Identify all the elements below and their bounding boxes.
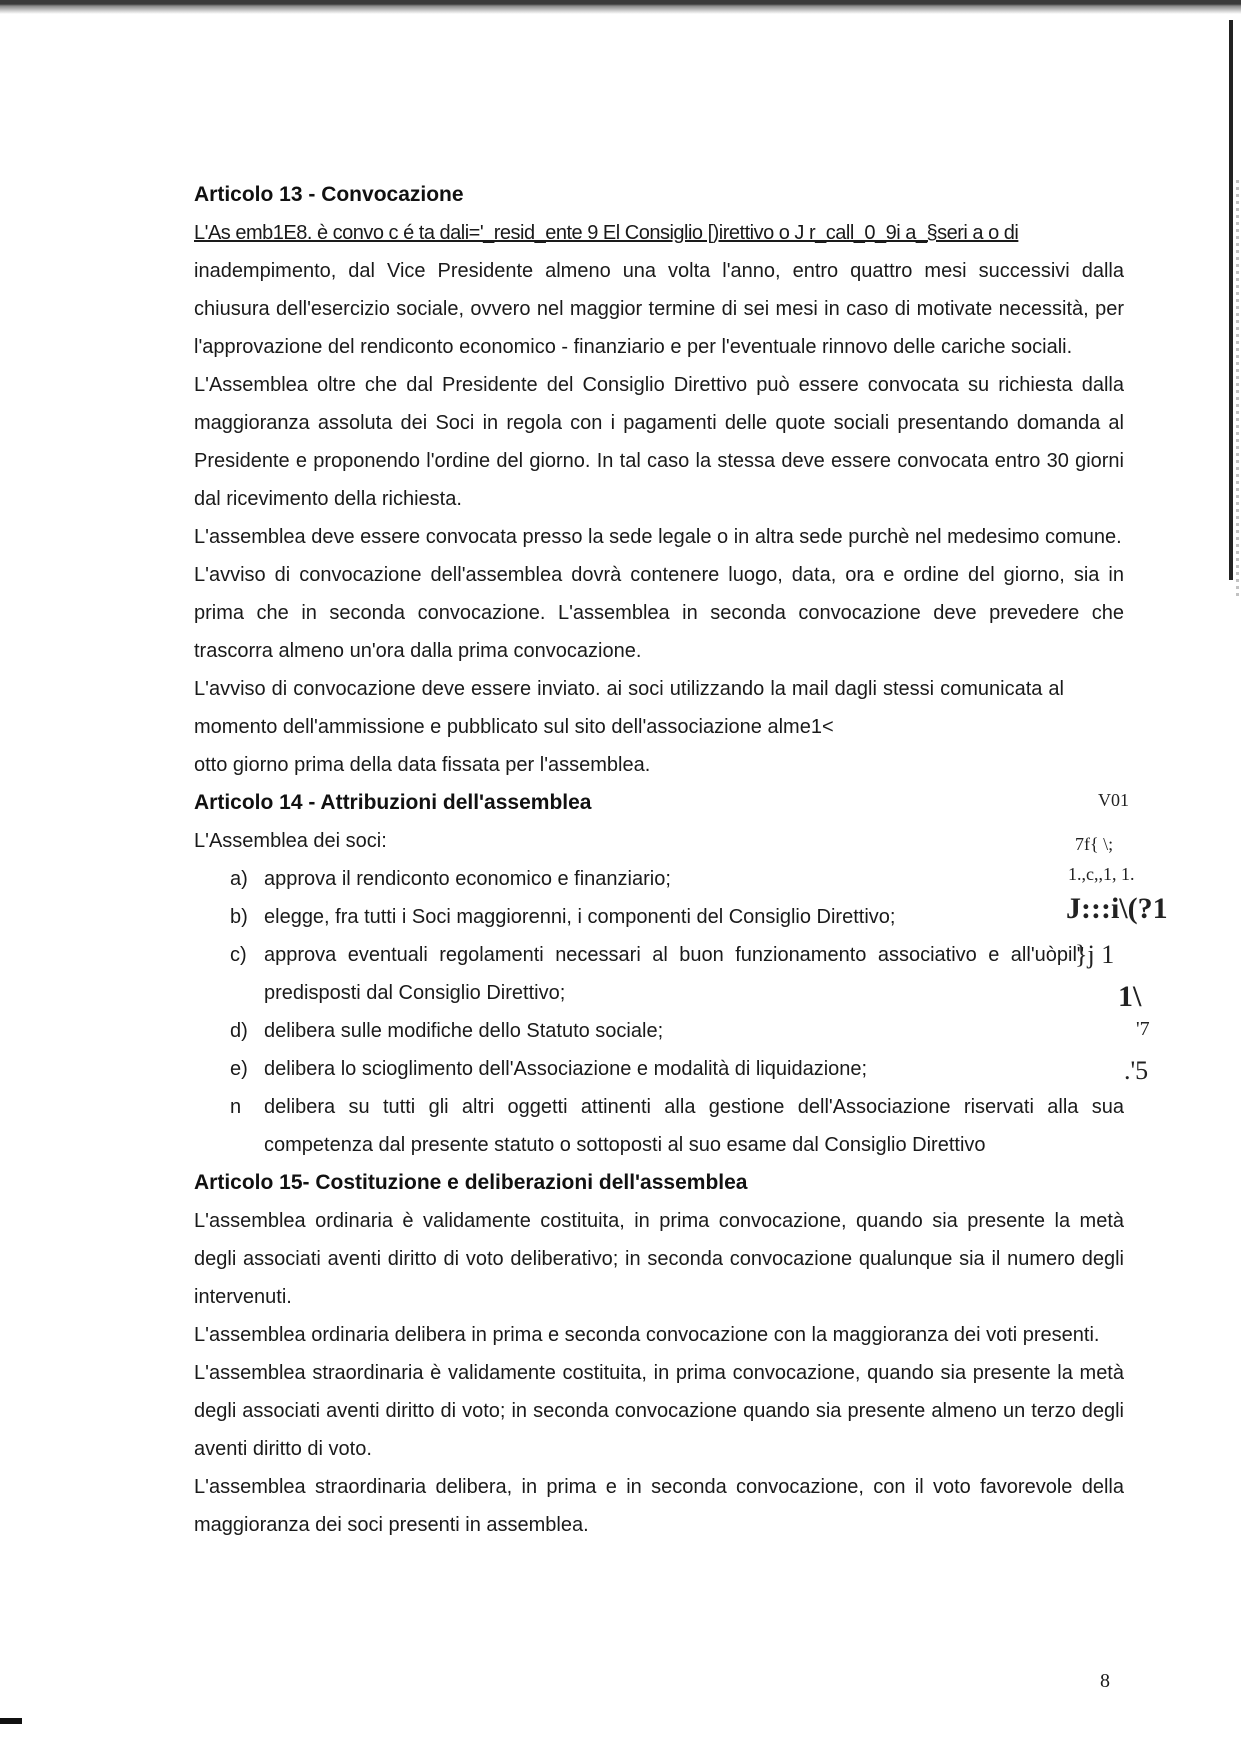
list-item [194, 860, 1124, 898]
list-marker: b) [230, 906, 248, 928]
list-marker: d) [230, 1020, 248, 1042]
list-marker: n [230, 1096, 242, 1118]
article-13-paragraph: inadempimento, dal Vice Presidente almeno una volta l'anno, entro quattro mesi successivi dalla chiusura dell'esercizio sociale, ovvero nel maggior termine di sei mesi in caso di motivate necessità, per l'approvazione del rendiconto economico - finanziario e per l'eventuale rinnovo delle cariche sociali. [194, 260, 1124, 358]
article-13-paragraph: L'assemblea deve essere convocata presso la sede legale o in altra sede purchè nel medesimo comune. [194, 526, 1122, 548]
list-text: delibera lo scioglimento dell'Associazione e modalità di liquidazione; [264, 1058, 868, 1080]
list-text: delibera sulle modifiche dello Statuto sociale; [264, 1020, 664, 1042]
list-item [194, 936, 1124, 1012]
list-marker: a) [230, 868, 248, 890]
article-15-paragraph: L'assemblea straordinaria delibera, in prima e in seconda convocazione, con il voto favorevole della maggioranza dei soci presenti in assemblea. [194, 1476, 1124, 1536]
article-15-paragraph: L'assemblea ordinaria è validamente costituita, in prima convocazione, quando sia presente la metà degli associati aventi diritto di voto deliberativo; in seconda convocazione qualunque sia il numero degli intervenuti. [194, 1210, 1124, 1308]
scan-top-edge [0, 0, 1241, 14]
stamp-noise: '7 [1136, 1018, 1150, 1040]
list-item [194, 1088, 1124, 1164]
list-item [194, 1012, 1124, 1050]
stamp-noise: }j 1 [1075, 940, 1115, 969]
article-13-paragraph: L'avviso di convocazione dell'assemblea dovrà contenere luogo, data, ora e ordine del giorno, sia in prima che in seconda convocazione. L'assemblea in seconda convocazione deve prevedere che trascorra almeno un'ora dalla prima convocazione. [194, 564, 1124, 662]
scan-bottom-mark [0, 1718, 22, 1724]
article-15-heading: Articolo 15- Costituzione e deliberazioni dell'assemblea [194, 1171, 748, 1194]
list-text: elegge, fra tutti i Soci maggiorenni, i componenti del Consiglio Direttivo; [264, 906, 896, 928]
stamp-noise: 1.,c,,1, 1. [1068, 864, 1135, 884]
stamp-noise: .'5 [1124, 1056, 1149, 1085]
list-item [194, 898, 1124, 936]
list-marker: e) [230, 1058, 248, 1080]
article-13-ocr-line: L'As emb1E8. è convo c é ta dali='_resid_ente 9 El Consiglio [)irettivo o J r_call_0_9i a_§seri a o di [194, 222, 1019, 244]
stamp-noise: V01 [1098, 790, 1129, 810]
stamp-noise: 7f{ \; [1075, 834, 1114, 854]
scan-right-shadow [1236, 180, 1239, 600]
scan-right-edge [1229, 20, 1233, 580]
article-13-paragraph: L'avviso di convocazione deve essere inviato. ai soci utilizzando la mail dagli stessi comunicata al momento dell'ammissione e pubblicato sul sito dell'associazione alme1< [194, 678, 1064, 738]
article-14-heading: Articolo 14 - Attribuzioni dell'assemblea [194, 791, 592, 814]
article-14-list [194, 860, 1124, 1164]
article-15-paragraph: L'assemblea ordinaria delibera in prima e seconda convocazione con la maggioranza dei voti presenti. [194, 1324, 1100, 1346]
list-text: approva il rendiconto economico e finanziario; [264, 868, 671, 890]
list-item [194, 1050, 1124, 1088]
article-14-intro: L'Assemblea dei soci: [194, 830, 387, 852]
stamp-noise: 1\ [1118, 980, 1142, 1013]
list-text: delibera su tutti gli altri oggetti attinenti alla gestione dell'Associazione riservati alla sua competenza dal presente statuto o sottoposti al suo esame dal Consiglio Direttivo [264, 1096, 1124, 1156]
article-13-paragraph: otto giorno prima della data fissata per l'assemblea. [194, 754, 651, 776]
article-13-heading: Articolo 13 - Convocazione [194, 183, 464, 206]
list-marker: c) [230, 944, 247, 966]
document-body [194, 176, 1124, 1544]
article-13-paragraph: L'Assemblea oltre che dal Presidente del Consiglio Direttivo può essere convocata su richiesta dalla maggioranza assoluta dei Soci in regola con i pagamenti delle quote sociali presentando domanda al Presidente e proponendo l'ordine del giorno. In tal caso la stessa deve essere convocata entro 30 giorni dal ricevimento della richiesta. [194, 374, 1124, 510]
page-number: 8 [1100, 1670, 1110, 1692]
stamp-noise: J:::i\(?1 [1066, 892, 1168, 925]
article-15-paragraph: L'assemblea straordinaria è validamente costituita, in prima convocazione, quando sia presente la metà degli associati aventi diritto di voto; in seconda convocazione quando sia presente almeno un terzo degli aventi diritto di voto. [194, 1362, 1124, 1460]
list-text: approva eventuali regolamenti necessari al buon funzionamento associativo e all'uòpil" predisposti dal Consiglio Direttivo; [264, 944, 1084, 1004]
